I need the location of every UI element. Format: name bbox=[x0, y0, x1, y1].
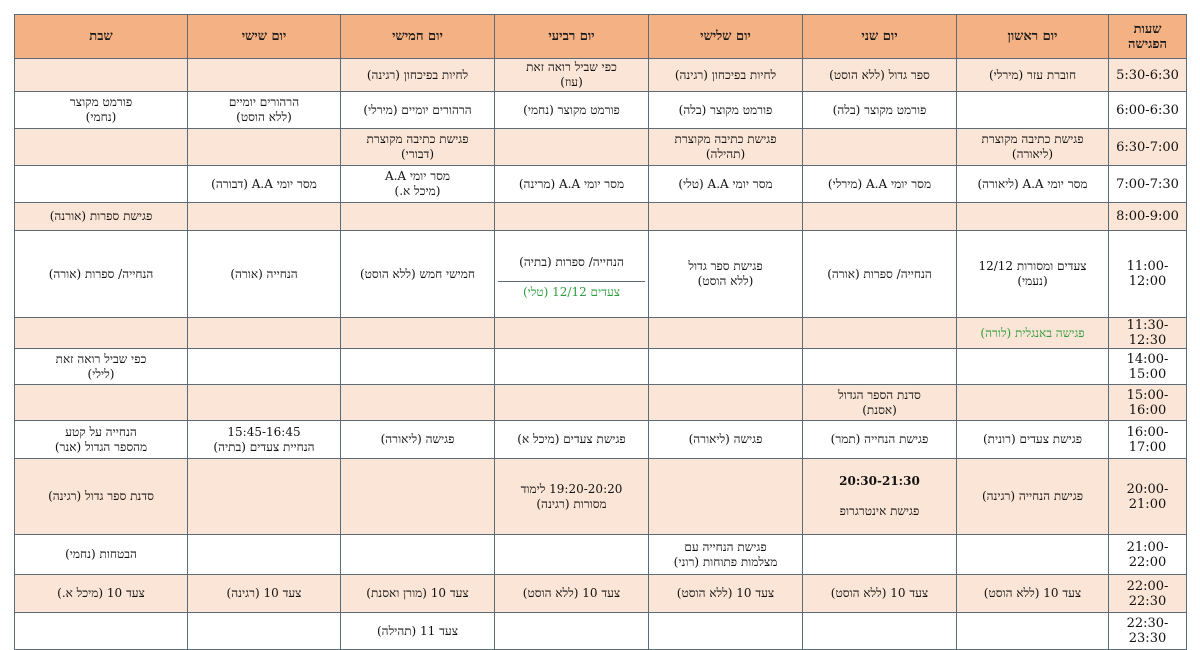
cell-sunday: פגישת כתיבה מקוצרת (ליאורה) bbox=[957, 129, 1109, 166]
cell-tuesday bbox=[649, 349, 803, 385]
time-cell: 22:30-23:30 bbox=[1109, 613, 1187, 650]
cell-sunday bbox=[957, 613, 1109, 650]
table-row bbox=[15, 59, 1187, 92]
cell-tuesday: צעד 10 (ללא הוסט) bbox=[649, 575, 803, 613]
cell-wednesday: צעד 10 (ללא הוסט) bbox=[495, 575, 649, 613]
cell-sunday: צעד 10 (ללא הוסט) bbox=[957, 575, 1109, 613]
cell-saturday: פגישת ספרות (אורנה) bbox=[15, 203, 188, 231]
cell-friday: 15:45-16:45 הנחיית צעדים (בתיה) bbox=[188, 421, 341, 459]
time-cell: 5:30-6:30 bbox=[1109, 59, 1187, 92]
cell-tuesday bbox=[649, 203, 803, 231]
cell-monday: מסר יומי A.A (מירלי) bbox=[803, 166, 957, 203]
cell-sunday bbox=[957, 535, 1109, 575]
cell-wednesday: מסר יומי A.A (מרינה) bbox=[495, 166, 649, 203]
cell-monday bbox=[803, 318, 957, 349]
cell-sunday: פגישת צעדים (רונית) bbox=[957, 421, 1109, 459]
cell-sunday bbox=[957, 203, 1109, 231]
cell-saturday bbox=[15, 318, 188, 349]
header-tuesday: יום שלישי bbox=[649, 15, 803, 59]
time-cell: 21:00-22:00 bbox=[1109, 535, 1187, 575]
cell-wednesday bbox=[495, 535, 649, 575]
cell-monday bbox=[803, 203, 957, 231]
cell-friday: מסר יומי A.A (דבורה) bbox=[188, 166, 341, 203]
cell-monday bbox=[803, 349, 957, 385]
time-cell: 16:00-17:00 bbox=[1109, 421, 1187, 459]
cell-tuesday: פגישת ספר גדול (ללא הוסט) bbox=[649, 231, 803, 318]
cell-saturday bbox=[15, 129, 188, 166]
cell-friday bbox=[188, 318, 341, 349]
cell-sunday: צעדים ומסורות 12/12 (נעמי) bbox=[957, 231, 1109, 318]
cell-friday: הנחייה (אורה) bbox=[188, 231, 341, 318]
header-monday: יום שני bbox=[803, 15, 957, 59]
cell-thursday: צעד 10 (מורן ואסנת) bbox=[341, 575, 495, 613]
cell-tuesday bbox=[649, 613, 803, 650]
header-saturday: שבת bbox=[15, 15, 188, 59]
header-time: שעות הפגישה bbox=[1109, 15, 1187, 59]
table-row bbox=[15, 129, 1187, 166]
cell-friday bbox=[188, 385, 341, 421]
header-sunday: יום ראשון bbox=[957, 15, 1109, 59]
cell-friday bbox=[188, 59, 341, 92]
weekly-meeting-schedule bbox=[14, 14, 1187, 650]
time-cell: 7:00-7:30 bbox=[1109, 166, 1187, 203]
table-row bbox=[15, 92, 1187, 129]
table-row bbox=[15, 459, 1187, 535]
cell-saturday: כפי שביל רואה זאת (לילי) bbox=[15, 349, 188, 385]
table-row bbox=[15, 385, 1187, 421]
cell-thursday: פגישה (ליאורה) bbox=[341, 421, 495, 459]
cell-saturday: פורמט מקוצר (נחמי) bbox=[15, 92, 188, 129]
cell-thursday: לחיות בפיכחון (רגינה) bbox=[341, 59, 495, 92]
cell-friday: צעד 10 (רגינה) bbox=[188, 575, 341, 613]
cell-thursday: פגישת כתיבה מקוצרת (דבורי) bbox=[341, 129, 495, 166]
header-friday: יום שישי bbox=[188, 15, 341, 59]
cell-thursday bbox=[341, 203, 495, 231]
cell-wednesday bbox=[495, 231, 649, 318]
cell-thursday bbox=[341, 318, 495, 349]
table-row bbox=[15, 349, 1187, 385]
cell-sunday bbox=[957, 349, 1109, 385]
cell-wednesday bbox=[495, 613, 649, 650]
cell-monday bbox=[803, 535, 957, 575]
cell-friday bbox=[188, 613, 341, 650]
cell-monday: צעד 10 (ללא הוסט) bbox=[803, 575, 957, 613]
time-cell: 11:30-12:30 bbox=[1109, 318, 1187, 349]
cell-wednesday bbox=[495, 129, 649, 166]
cell-wednesday-top: הנחייה/ ספרות (בתיה) bbox=[519, 255, 624, 269]
cell-wednesday-bottom: צעדים 12/12 (טלי) bbox=[498, 281, 645, 302]
cell-monday: הנחייה/ ספרות (אורה) bbox=[803, 231, 957, 318]
cell-sunday: פגישה באנגלית (לורה) bbox=[957, 318, 1109, 349]
cell-wednesday: פורמט מקוצר (נחמי) bbox=[495, 92, 649, 129]
table-row bbox=[15, 166, 1187, 203]
cell-monday: ספר גדול (ללא הוסט) bbox=[803, 59, 957, 92]
cell-thursday bbox=[341, 459, 495, 535]
cell-friday bbox=[188, 349, 341, 385]
cell-saturday: הבטחות (נחמי) bbox=[15, 535, 188, 575]
cell-friday bbox=[188, 129, 341, 166]
table-row bbox=[15, 318, 1187, 349]
cell-sunday: פגישת הנחייה (רגינה) bbox=[957, 459, 1109, 535]
cell-tuesday: לחיות בפיכחון (רגינה) bbox=[649, 59, 803, 92]
cell-wednesday bbox=[495, 385, 649, 421]
cell-sunday bbox=[957, 92, 1109, 129]
cell-thursday: חמישי חמש (ללא הוסט) bbox=[341, 231, 495, 318]
header-thursday: יום חמישי bbox=[341, 15, 495, 59]
cell-wednesday: 19:20-20:20 לימוד מסורות (רגינה) bbox=[495, 459, 649, 535]
cell-sunday: מסר יומי A.A (ליאורה) bbox=[957, 166, 1109, 203]
cell-sunday bbox=[957, 385, 1109, 421]
cell-tuesday: פגישת כתיבה מקוצרת (תהילה) bbox=[649, 129, 803, 166]
cell-monday-label: פגישת אינטרגרופ bbox=[839, 504, 920, 518]
cell-saturday: צעד 10 (מיכל א.) bbox=[15, 575, 188, 613]
cell-thursday bbox=[341, 349, 495, 385]
cell-thursday bbox=[341, 385, 495, 421]
time-cell: 14:00-15:00 bbox=[1109, 349, 1187, 385]
table-row bbox=[15, 613, 1187, 650]
cell-tuesday: מסר יומי A.A (טלי) bbox=[649, 166, 803, 203]
time-cell: 8:00-9:00 bbox=[1109, 203, 1187, 231]
table-row bbox=[15, 575, 1187, 613]
cell-tuesday: פורמט מקוצר (בלה) bbox=[649, 92, 803, 129]
cell-thursday bbox=[341, 535, 495, 575]
table-row bbox=[15, 421, 1187, 459]
cell-wednesday: פגישת צעדים (מיכל א) bbox=[495, 421, 649, 459]
cell-monday: פורמט מקוצר (בלה) bbox=[803, 92, 957, 129]
cell-friday bbox=[188, 459, 341, 535]
table-row bbox=[15, 203, 1187, 231]
cell-thursday: הרהורים יומיים (מירלי) bbox=[341, 92, 495, 129]
time-cell: 6:00-6:30 bbox=[1109, 92, 1187, 129]
cell-wednesday bbox=[495, 318, 649, 349]
table-row bbox=[15, 535, 1187, 575]
cell-tuesday bbox=[649, 318, 803, 349]
cell-saturday bbox=[15, 385, 188, 421]
cell-friday: הרהורים יומיים (ללא הוסט) bbox=[188, 92, 341, 129]
cell-wednesday: כפי שביל רואה זאת (עוז) bbox=[495, 59, 649, 92]
cell-saturday bbox=[15, 59, 188, 92]
cell-saturday: הנחייה/ ספרות (אורה) bbox=[15, 231, 188, 318]
cell-tuesday: פגישה (ליאורה) bbox=[649, 421, 803, 459]
cell-sunday: חוברת עזר (מירלי) bbox=[957, 59, 1109, 92]
cell-monday bbox=[803, 459, 957, 535]
cell-tuesday bbox=[649, 385, 803, 421]
cell-monday: סדנת הספר הגדול (אסנת) bbox=[803, 385, 957, 421]
cell-thursday: צעד 11 (תהילה) bbox=[341, 613, 495, 650]
table-row bbox=[15, 231, 1187, 318]
cell-friday bbox=[188, 203, 341, 231]
cell-wednesday bbox=[495, 203, 649, 231]
cell-saturday bbox=[15, 166, 188, 203]
time-cell: 22:00-22:30 bbox=[1109, 575, 1187, 613]
cell-monday: פגישת הנחייה (תמר) bbox=[803, 421, 957, 459]
time-cell: 15:00-16:00 bbox=[1109, 385, 1187, 421]
cell-saturday: סדנת ספר גדול (רגינה) bbox=[15, 459, 188, 535]
cell-monday bbox=[803, 613, 957, 650]
time-cell: 6:30-7:00 bbox=[1109, 129, 1187, 166]
cell-friday bbox=[188, 535, 341, 575]
cell-thursday: מסר יומי A.A (מיכל א.) bbox=[341, 166, 495, 203]
cell-saturday bbox=[15, 613, 188, 650]
header-row bbox=[15, 15, 1187, 59]
cell-wednesday bbox=[495, 349, 649, 385]
cell-monday bbox=[803, 129, 957, 166]
time-cell: 11:00-12:00 bbox=[1109, 231, 1187, 318]
header-wednesday: יום רביעי bbox=[495, 15, 649, 59]
cell-tuesday bbox=[649, 459, 803, 535]
cell-saturday: הנחייה על קטע מהספר הגדול (אנר) bbox=[15, 421, 188, 459]
cell-monday-time: 20:30-21:30 bbox=[839, 474, 920, 488]
time-cell: 20:00-21:00 bbox=[1109, 459, 1187, 535]
cell-tuesday: פגישת הנחייה עם מצלמות פתוחות (רוני) bbox=[649, 535, 803, 575]
